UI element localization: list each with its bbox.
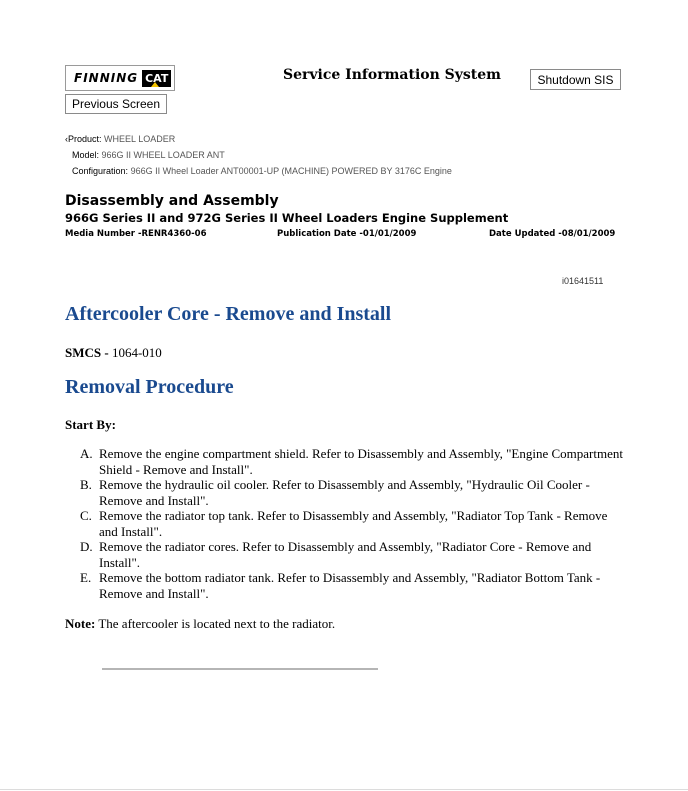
document-supplement: 966G Series II and 972G Series II Wheel Loaders Engine Supplement <box>65 211 509 225</box>
app-title: Service Information System <box>283 67 501 83</box>
smcs-value: 1064-010 <box>111 345 162 360</box>
step-text: Remove the radiator cores. Refer to Disassembly and Assembly, "Radiator Core - Remove and Install". <box>99 539 592 570</box>
media-number: Media Number -RENR4360-06 <box>65 229 207 239</box>
page-title: Aftercooler Core - Remove and Install <box>65 303 392 325</box>
step-text: Remove the engine compartment shield. Refer to Disassembly and Assembly, "Engine Compartment Shield - Remove and Install". <box>99 446 623 477</box>
step-text: Remove the hydraulic oil cooler. Refer to Disassembly and Assembly, "Hydraulic Oil Cooler - Remove and Install". <box>99 477 590 508</box>
divider <box>102 668 378 670</box>
step-letter: B. <box>80 477 92 492</box>
step-letter: D. <box>80 539 93 554</box>
section-title: Removal Procedure <box>65 376 234 398</box>
note-text: The aftercooler is located next to the radiator. <box>98 616 336 631</box>
list-item <box>80 570 625 601</box>
date-updated: Date Updated -08/01/2009 <box>489 229 616 239</box>
back-arrow-icon[interactable]: ‹ <box>65 134 68 144</box>
step-text: Remove the radiator top tank. Refer to Disassembly and Assembly, "Radiator Top Tank - Remove and Install". <box>99 508 608 539</box>
product-line[interactable] <box>65 134 175 144</box>
product-value: WHEEL LOADER <box>104 134 176 144</box>
configuration-line <box>72 166 452 176</box>
product-label: Product: <box>68 134 102 144</box>
step-text: Remove the bottom radiator tank. Refer to Disassembly and Assembly, "Radiator Bottom Tank - Remove and Install". <box>99 570 601 601</box>
list-item <box>80 477 625 508</box>
previous-screen-button[interactable]: Previous Screen <box>65 94 167 114</box>
page-bottom-border <box>0 789 688 790</box>
list-item <box>80 446 625 477</box>
cat-logo-mark: CAT <box>142 70 171 87</box>
model-label: Model: <box>72 150 100 160</box>
document-category: Disassembly and Assembly <box>65 193 279 209</box>
note <box>65 616 335 632</box>
configuration-label: Configuration: <box>72 166 129 176</box>
shutdown-sis-button[interactable]: Shutdown SIS <box>530 69 621 90</box>
finning-cat-logo <box>65 65 175 91</box>
smcs-line <box>65 345 162 361</box>
finning-logo-text: FINNING <box>74 71 139 85</box>
note-label: Note: <box>65 616 96 631</box>
start-by-label: Start By: <box>65 417 116 432</box>
publication-date: Publication Date -01/01/2009 <box>277 229 417 239</box>
list-item <box>80 539 625 570</box>
model-line <box>72 150 225 160</box>
step-letter: A. <box>80 446 93 461</box>
list-item <box>80 508 625 539</box>
smcs-label: SMCS - <box>65 345 109 360</box>
start-by-steps <box>80 446 625 601</box>
configuration-value: 966G II Wheel Loader ANT00001-UP (MACHINE) POWERED BY 3176C Engine <box>130 166 452 176</box>
step-letter: C. <box>80 508 92 523</box>
step-letter: E. <box>80 570 92 585</box>
document-id: i01641511 <box>562 276 604 286</box>
model-value: 966G II WHEEL LOADER ANT <box>101 150 225 160</box>
